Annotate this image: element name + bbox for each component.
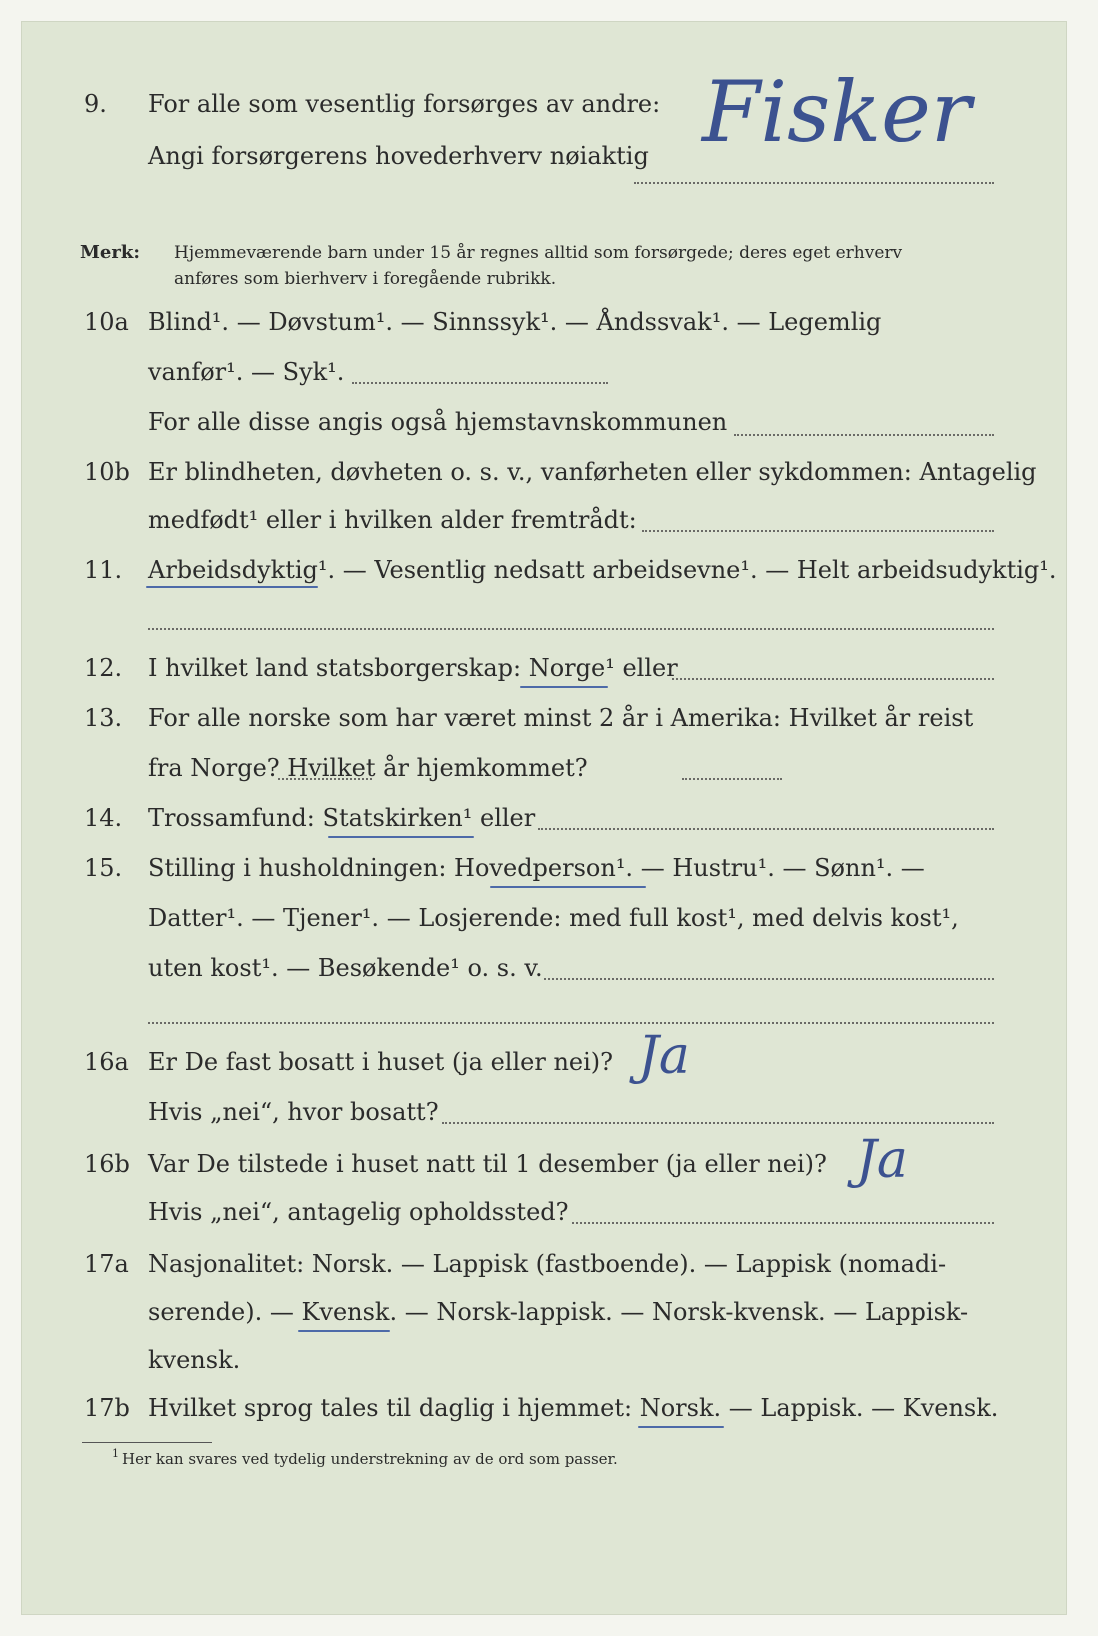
answer-line-15[interactable] [544, 978, 994, 980]
note-label: Merk: [80, 242, 140, 263]
question-16b-line-2 [22, 1192, 1066, 1232]
census-form-page [22, 22, 1066, 1614]
question-text: For alle disse angis også hjemstavnskommunen [148, 408, 728, 436]
question-text: serende). — Kvensk. — Norsk-lappisk. — Norsk-kvensk. — Lappisk- [148, 1298, 969, 1326]
question-13-line-2 [22, 748, 1066, 788]
handwritten-occupation: Fisker [702, 63, 972, 161]
question-10a-line-3 [22, 402, 1066, 442]
underline-norsk [638, 1426, 724, 1428]
question-10b-line-2 [22, 500, 1066, 540]
question-text: Var De tilstede i huset natt til 1 desember (ja eller nei)? [148, 1150, 827, 1178]
note-text: anføres som bierhverv i foregående rubrikk. [174, 269, 557, 289]
question-17a-line-1 [22, 1244, 1066, 1284]
question-10a-line-1 [22, 302, 1066, 342]
form-body [22, 22, 1066, 1614]
question-number: 11. [84, 556, 123, 584]
answer-line-16b[interactable] [572, 1222, 994, 1224]
handwritten-answer-16b: Ja [856, 1130, 908, 1190]
question-text: Hvis „nei“, antagelig opholdssted? [148, 1198, 569, 1226]
question-text: For alle norske som har været minst 2 år i Amerika: Hvilket år reist [148, 704, 974, 732]
question-number: 13. [84, 704, 123, 732]
note-merk-line-1 [22, 240, 1066, 266]
underline-statskirken [328, 836, 474, 838]
underline-arbeidsdyktig [146, 586, 318, 588]
footnote [112, 1447, 618, 1468]
question-17a-line-3 [22, 1340, 1066, 1380]
question-text: Stilling i husholdningen: Hovedperson¹. — Hustru¹. — Sønn¹. — [148, 854, 925, 882]
answer-line-10a[interactable] [352, 382, 608, 384]
question-10a-line-2 [22, 352, 1066, 392]
question-number: 17b [84, 1394, 130, 1422]
footnote-text: Her kan svares ved tydelig understrekning av de ord som passer. [122, 1450, 618, 1468]
question-text: Nasjonalitet: Norsk. — Lappisk (fastboende). — Lappisk (nomadi- [148, 1250, 947, 1278]
question-15-line-1 [22, 848, 1066, 888]
answer-line-hjemkommet[interactable] [682, 778, 782, 780]
question-number: 9. [84, 90, 107, 118]
question-text: Datter¹. — Tjener¹. — Losjerende: med full kost¹, med delvis kost¹, [148, 904, 959, 932]
question-15-line-2 [22, 898, 1066, 938]
question-11-line-1 [22, 550, 1066, 590]
answer-line-occupation[interactable] [634, 182, 994, 184]
answer-line-10b[interactable] [642, 530, 994, 532]
question-12-line-1 [22, 648, 1066, 688]
question-text: Er De fast bosatt i huset (ja eller nei)? [148, 1048, 614, 1076]
answer-line-12[interactable] [672, 678, 994, 680]
question-text: uten kost¹. — Besøkende¹ o. s. v. [148, 954, 543, 982]
question-16a-line-1 [22, 1042, 1066, 1082]
question-number: 10a [84, 308, 129, 336]
question-13-line-1 [22, 698, 1066, 738]
question-text: vanfør¹. — Syk¹. [148, 358, 345, 386]
question-14-line-1 [22, 798, 1066, 838]
question-16a-line-2 [22, 1092, 1066, 1132]
question-text: For alle som vesentlig forsørges av andre: [148, 90, 661, 118]
answer-line-14[interactable] [538, 828, 994, 830]
underline-kvensk [298, 1330, 390, 1332]
question-number: 14. [84, 804, 123, 832]
answer-line-reist[interactable] [278, 778, 372, 780]
question-text: Arbeidsdyktig¹. — Vesentlig nedsatt arbeidsevne¹. — Helt arbeidsudyktig¹. [148, 556, 1057, 584]
question-17b-line-1 [22, 1388, 1066, 1428]
question-text: Blind¹. — Døvstum¹. — Sinnssyk¹. — Åndssvak¹. — Legemlig [148, 308, 882, 336]
question-10b-line-1 [22, 452, 1066, 492]
question-text: kvensk. [148, 1346, 241, 1374]
question-number: 16b [84, 1150, 130, 1178]
question-number: 15. [84, 854, 123, 882]
footnote-rule [82, 1442, 212, 1443]
answer-line-hjemstavn[interactable] [734, 434, 994, 436]
question-text: I hvilket land statsborgerskap: Norge¹ eller [148, 654, 678, 682]
underline-hovedperson [490, 886, 646, 888]
question-15-line-3 [22, 948, 1066, 988]
question-text: Angi forsørgerens hovederhverv nøiaktig [148, 142, 649, 170]
question-17a-line-2 [22, 1292, 1066, 1332]
note-text: Hjemmeværende barn under 15 år regnes alltid som forsørgede; deres eget erhverv [174, 243, 903, 263]
answer-line-15-extra[interactable] [148, 1022, 994, 1024]
question-text: Er blindheten, døvheten o. s. v., vanførheten eller sykdommen: Antagelig [148, 458, 1037, 486]
question-text: Hvilket sprog tales til daglig i hjemmet: Norsk. — Lappisk. — Kvensk. [148, 1394, 999, 1422]
question-number: 10b [84, 458, 130, 486]
answer-line-11[interactable] [148, 628, 994, 630]
question-16b-line-1 [22, 1144, 1066, 1184]
underline-norge [520, 686, 608, 688]
handwritten-answer-16a: Ja [638, 1026, 690, 1086]
answer-line-16a[interactable] [442, 1122, 994, 1124]
question-text: medfødt¹ eller i hvilken alder fremtrådt: [148, 506, 637, 534]
question-number: 16a [84, 1048, 129, 1076]
question-number: 12. [84, 654, 123, 682]
note-merk-line-2 [22, 266, 1066, 292]
question-text: Trossamfund: Statskirken¹ eller [148, 804, 536, 832]
question-text: Hvis „nei“, hvor bosatt? [148, 1098, 439, 1126]
question-text: fra Norge? Hvilket år hjemkommet? [148, 754, 588, 782]
footnote-mark: 1 [112, 1447, 119, 1460]
question-number: 17a [84, 1250, 129, 1278]
